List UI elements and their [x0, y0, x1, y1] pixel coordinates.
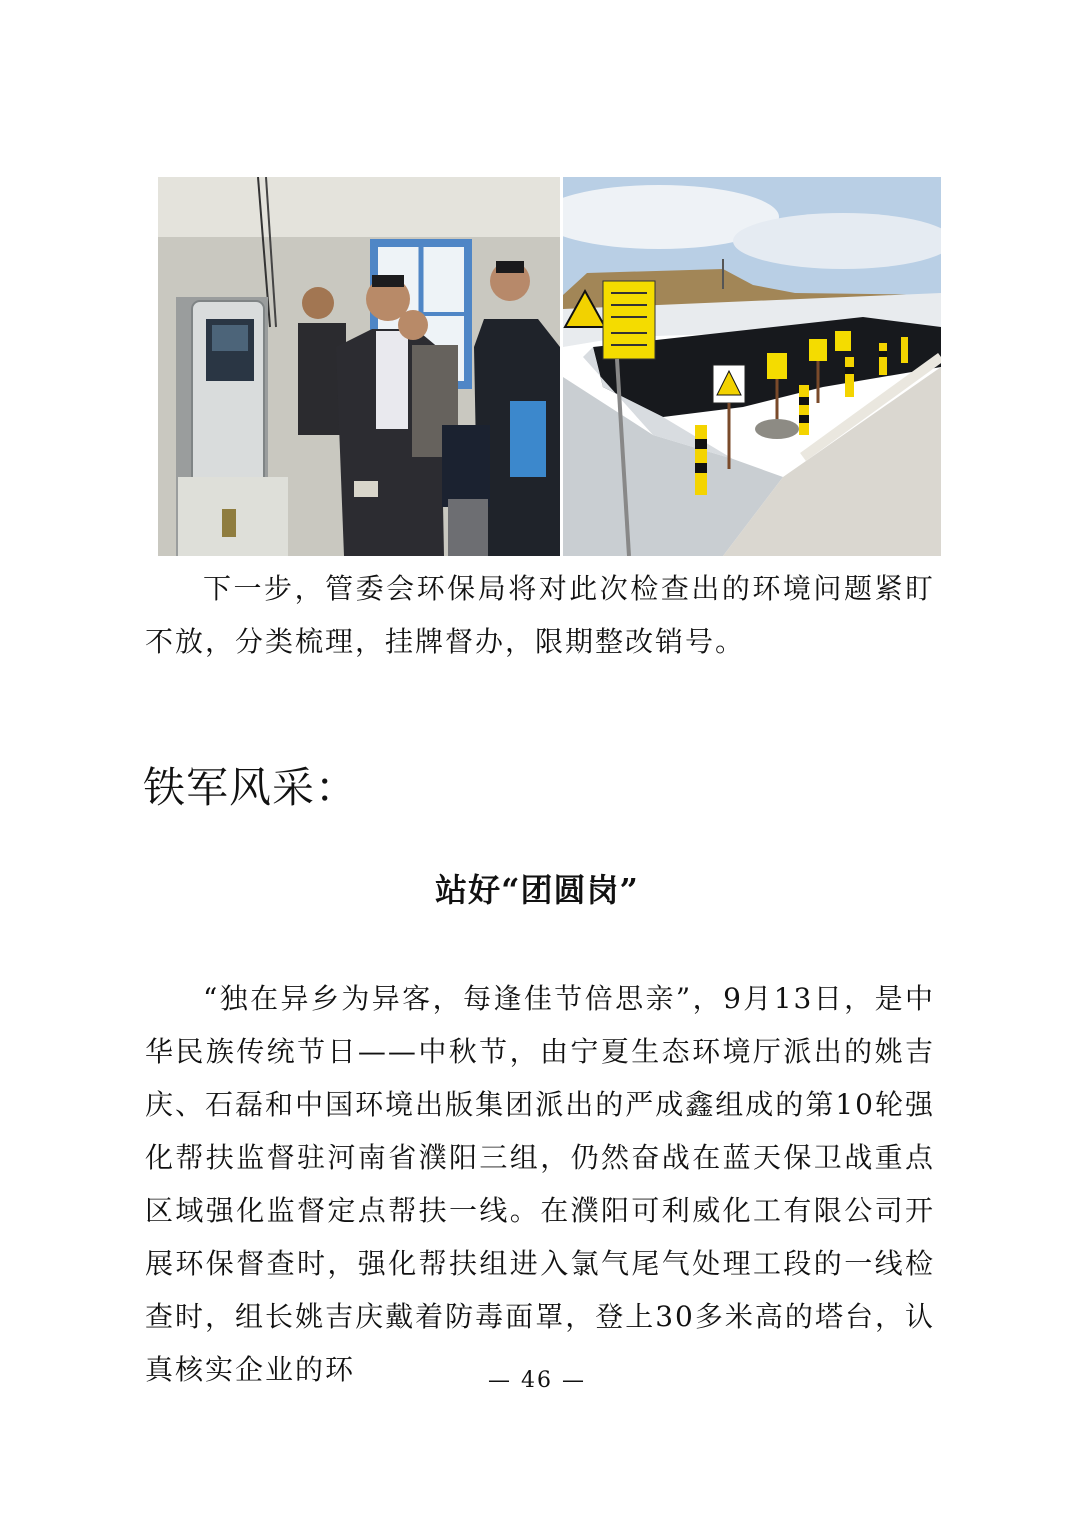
article-title: 站好“团圆岗”	[435, 871, 639, 909]
section-heading: 铁军风采：	[143, 763, 359, 812]
inspection-photo	[158, 177, 560, 556]
pond-photo	[563, 177, 941, 556]
photo-strip	[158, 177, 941, 556]
page-number: — 46 —	[488, 1368, 586, 1393]
paragraph-next-steps: 下一步，管委会环保局将对此次检查出的环境问题紧盯不放，分类梳理，挂牌督办，限期整改销号。	[145, 572, 935, 658]
paragraph-story: “独在异乡为异客，每逢佳节倍思亲”，9月13日，是中华民族传统节日——中秋节，由宁夏生态环境厅派出的姚吉庆、石磊和中国环境出版集团派出的严成鑫组成的第10轮强化帮扶监督驻河南省濮阳三组，仍然奋战在蓝天保卫战重点区域强化监督定点帮扶一线。在濮阳可利威化工有限公司开展环保督查时，强化帮扶组进入氯气尾气处理工段的一线检查时，组长姚吉庆戴着防毒面罩，登上30多米高的塔台，认真核实企业的环	[145, 982, 935, 1386]
